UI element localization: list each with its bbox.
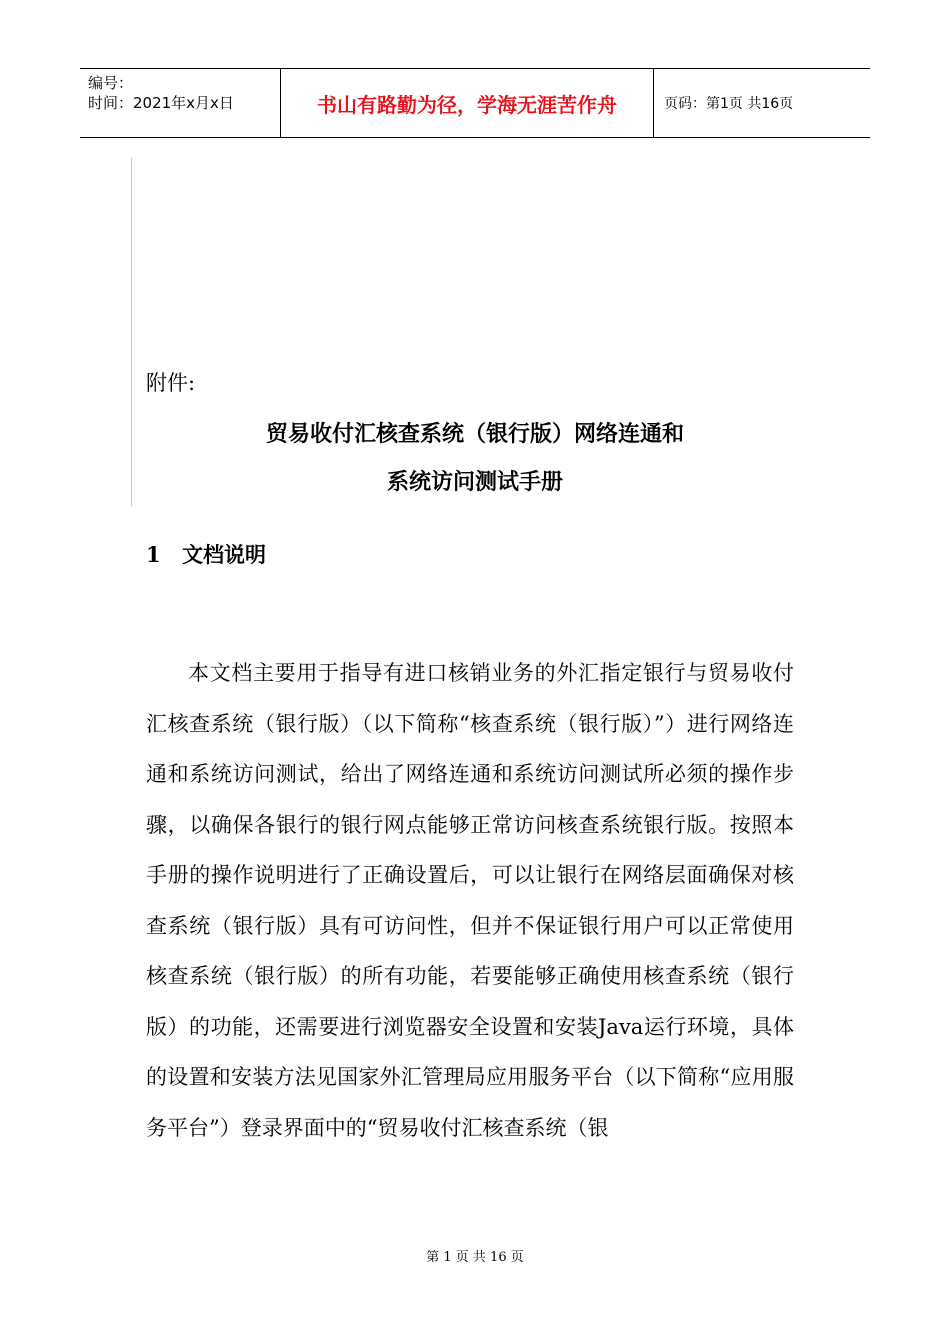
- page-footer: 第 1 页 共 16 页: [426, 1250, 524, 1265]
- header-motto: 书山有路勤为径，学海无涯苦作舟: [281, 69, 654, 137]
- header-page-info: 页码：第1页 共16页: [664, 96, 794, 112]
- attachment-label: 附件:: [146, 371, 196, 395]
- section-title: 文档说明: [182, 543, 266, 567]
- header-number-label: 编号：: [88, 74, 134, 92]
- document-title-line-2: 系统访问测试手册: [386, 470, 563, 495]
- section-number: 1: [146, 542, 161, 567]
- section-heading: [146, 538, 266, 572]
- document-title-line-1: 贸易收付汇核查系统（银行版）网络连通和: [265, 422, 684, 447]
- header-left-cell: [80, 69, 281, 137]
- body-paragraph: 本文档主要用于指导有进口核销业务的外汇指定银行与贸易收付汇核查系统（银行版）（以下简称“核查系统（银行版）”）进行网络连通和系统访问测试，给出了网络连通和系统访问测试所必须的操作步骤，以确保各银行的银行网点能够正常访问核查系统银行版。按照本手册的操作说明进行了正确设置后，可以让银行在网络层面确保对核查系统（银行版）具有可访问性，但并不保证银行用户可以正常使用核查系统（银行版）的所有功能，若要能够正确使用核查系统（银行版）的功能，还需要进行浏览器安全设置和安装Java运行环境，具体的设置和安装方法见国家外汇管理局应用服务平台（以下简称“应用服务平台”）登录界面中的“贸易收付汇核查系统（银: [146, 661, 794, 1140]
- header-table: [80, 68, 870, 138]
- header-time-label: 时间：2021年x月x日: [88, 94, 234, 112]
- side-rule: [131, 158, 132, 506]
